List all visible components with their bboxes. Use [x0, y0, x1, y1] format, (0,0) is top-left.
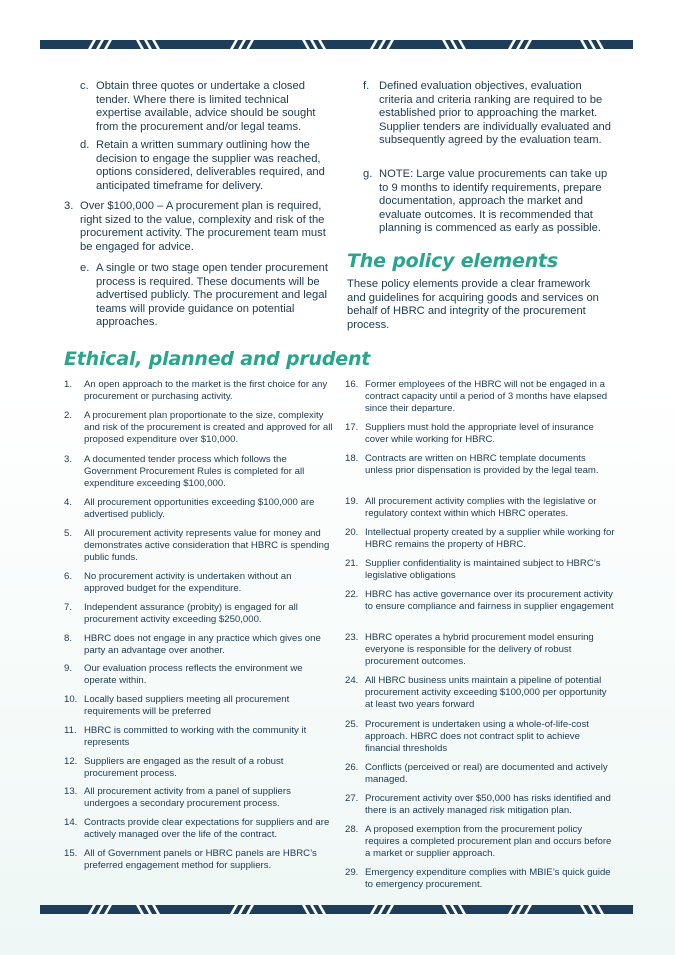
item-text: All procurement activity complies with the legislative or regulatory context within which HBRC operates.	[365, 496, 597, 519]
item-text: A proposed exemption from the procurement policy requires a completed procurement plan and occurs before a market or supplier approach.	[365, 824, 612, 859]
item-label: c.	[80, 80, 89, 92]
item-text: All procurement activity from a panel of suppliers undergoes a secondary procurement process.	[84, 786, 291, 809]
item-text: All procurement activity represents value for money and demonstrates active consideration that HBRC is spending public funds.	[84, 528, 330, 563]
item-text: Independent assurance (probity) is engaged for all procurement activity exceeding $250,000.	[84, 602, 298, 625]
item-number: 24.	[345, 675, 359, 686]
item-number: 23.	[345, 632, 359, 643]
item-number: 27.	[345, 793, 359, 804]
item-number: 3.	[64, 454, 73, 465]
item-number: 26.	[345, 762, 359, 773]
item-number: 29.	[345, 867, 359, 878]
item-label: g.	[363, 168, 373, 180]
ethical-list-left	[64, 379, 334, 879]
item-text: HBRC operates a hybrid procurement model ensuring everyone is responsible for the delivery of robust procurement outcomes.	[365, 632, 594, 667]
item-number: 22.	[345, 589, 359, 600]
item-text: A procurement plan proportionate to the size, complexity and risk of the procurement is created and approved for all proposed expenditure over $10,000.	[84, 410, 333, 445]
item-number: 5.	[64, 528, 73, 539]
item-text: An open approach to the market is the first choice for any procurement or purchasing activity.	[84, 379, 328, 402]
item-text: Procurement is undertaken using a whole-of-life-cost approach. HBRC does not contract split to achieve financial thresholds	[365, 719, 589, 754]
item-text: NOTE: Large value procurements can take up to 9 months to identify requirements, prepare documentation, approach the market and evaluate outcomes. It is recommended that planning is commenced as early as possible.	[379, 168, 608, 235]
item-text: Over $100,000 – A procurement plan is required, right sized to the value, complexity and risk of the procurement activity. The procurement team must be engaged for advice.	[80, 200, 326, 253]
band-pattern-icon	[40, 905, 633, 914]
item-text: A documented tender process which follows the Government Procurement Rules is completed for all expenditure exceeding $100,000.	[84, 454, 305, 489]
item-text: Our evaluation process reflects the environment we operate within.	[84, 663, 303, 686]
item-label: e.	[80, 262, 90, 274]
item-number: 7.	[64, 602, 73, 613]
item-number: 16.	[345, 379, 359, 390]
item-text: Contracts provide clear expectations for suppliers and are actively managed over the life of the contract.	[84, 817, 330, 840]
ethical-list-right	[345, 379, 615, 894]
item-text: All HBRC business units maintain a pipeline of potential procurement activity exceeding $100,000 per opportunity at least two years forward	[365, 675, 607, 710]
item-number: 6.	[64, 571, 73, 582]
item-number: 19.	[345, 496, 359, 507]
item-text: Intellectual property created by a supplier while working for HBRC remains the property of HBRC.	[365, 527, 615, 550]
item-text: HBRC does not engage in any practice which gives one party an advantage over another.	[84, 633, 321, 656]
band-pattern-icon	[40, 40, 633, 49]
item-label: d.	[80, 139, 90, 151]
item-number: 2.	[64, 410, 73, 421]
ethical-heading: Ethical, planned and prudent	[64, 348, 371, 370]
item-text: Suppliers are engaged as the result of a robust procurement process.	[84, 756, 284, 779]
item-number: 14.	[64, 817, 78, 828]
item-number: 17.	[345, 422, 359, 433]
item-text: No procurement activity is undertaken without an approved budget for the expenditure.	[84, 571, 292, 594]
item-number: 12.	[64, 756, 78, 767]
item-number: 21.	[345, 558, 359, 569]
item-number: 15.	[64, 848, 78, 859]
item-text: Emergency expenditure complies with MBIE’s quick guide to emergency procurement.	[365, 867, 611, 890]
item-text: Procurement activity over $50,000 has risks identified and there is an actively managed risk mitigation plan.	[365, 793, 611, 816]
item-number: 9.	[64, 663, 73, 674]
item-number: 28.	[345, 824, 359, 835]
item-number: 18.	[345, 453, 359, 464]
item-text: HBRC is committed to working with the community it represents	[84, 725, 307, 748]
item-number: 4.	[64, 497, 73, 508]
bottom-decorative-band	[40, 905, 633, 914]
item-text: All procurement opportunities exceeding $100,000 are advertised publicly.	[84, 497, 315, 520]
item-text: A single or two stage open tender procurement process is required. These documents will be advertised publicly. The procurement and legal teams will provide guidance on potential approaches.	[96, 262, 328, 329]
item-text: HBRC has active governance over its procurement activity to ensure compliance and fairness in supplier engagement	[365, 589, 614, 612]
item-text: Conflicts (perceived or real) are documented and actively managed.	[365, 762, 608, 785]
item-text: Suppliers must hold the appropriate level of insurance cover while working for HBRC.	[365, 422, 594, 445]
policy-elements-paragraph: These policy elements provide a clear framework and guidelines for acquiring goods and services on behalf of HBRC and integrity of the procurement process.	[347, 278, 599, 331]
item-number: 8.	[64, 633, 73, 644]
item-number: 25.	[345, 719, 359, 730]
item-number: 10.	[64, 694, 78, 705]
item-text: Retain a written summary outlining how the decision to engage the supplier was reached, options considered, deliverables required, and anticipated timeframe for delivery.	[96, 139, 325, 192]
item-text: Obtain three quotes or undertake a closed tender. Where there is limited technical expertise available, advice should be sought from the procurement and/or legal teams.	[96, 80, 316, 133]
item-label: 3.	[64, 200, 74, 212]
item-text: Contracts are written on HBRC template documents unless prior dispensation is provided by the legal team.	[365, 453, 599, 476]
top-decorative-band	[40, 40, 633, 49]
item-text: Defined evaluation objectives, evaluation criteria and criteria ranking are required to be established prior to approaching the market. Supplier tenders are individually evaluated and subsequently agreed by the evaluation team.	[379, 80, 611, 147]
item-number: 13.	[64, 786, 78, 797]
item-number: 20.	[345, 527, 359, 538]
item-text: Supplier confidentiality is maintained subject to HBRC’s legislative obligations	[365, 558, 601, 581]
item-number: 11.	[64, 725, 77, 736]
item-label: f.	[363, 80, 370, 92]
item-text: Locally based suppliers meeting all procurement requirements will be preferred	[84, 694, 290, 717]
item-text: Former employees of the HBRC will not be engaged in a contract capacity until a period of 3 months have elapsed since their departure.	[365, 379, 608, 414]
policy-elements-heading: The policy elements	[347, 250, 559, 272]
item-number: 1.	[64, 379, 73, 390]
item-text: All of Government panels or HBRC panels are HBRC’s preferred engagement method for suppliers.	[84, 848, 317, 871]
